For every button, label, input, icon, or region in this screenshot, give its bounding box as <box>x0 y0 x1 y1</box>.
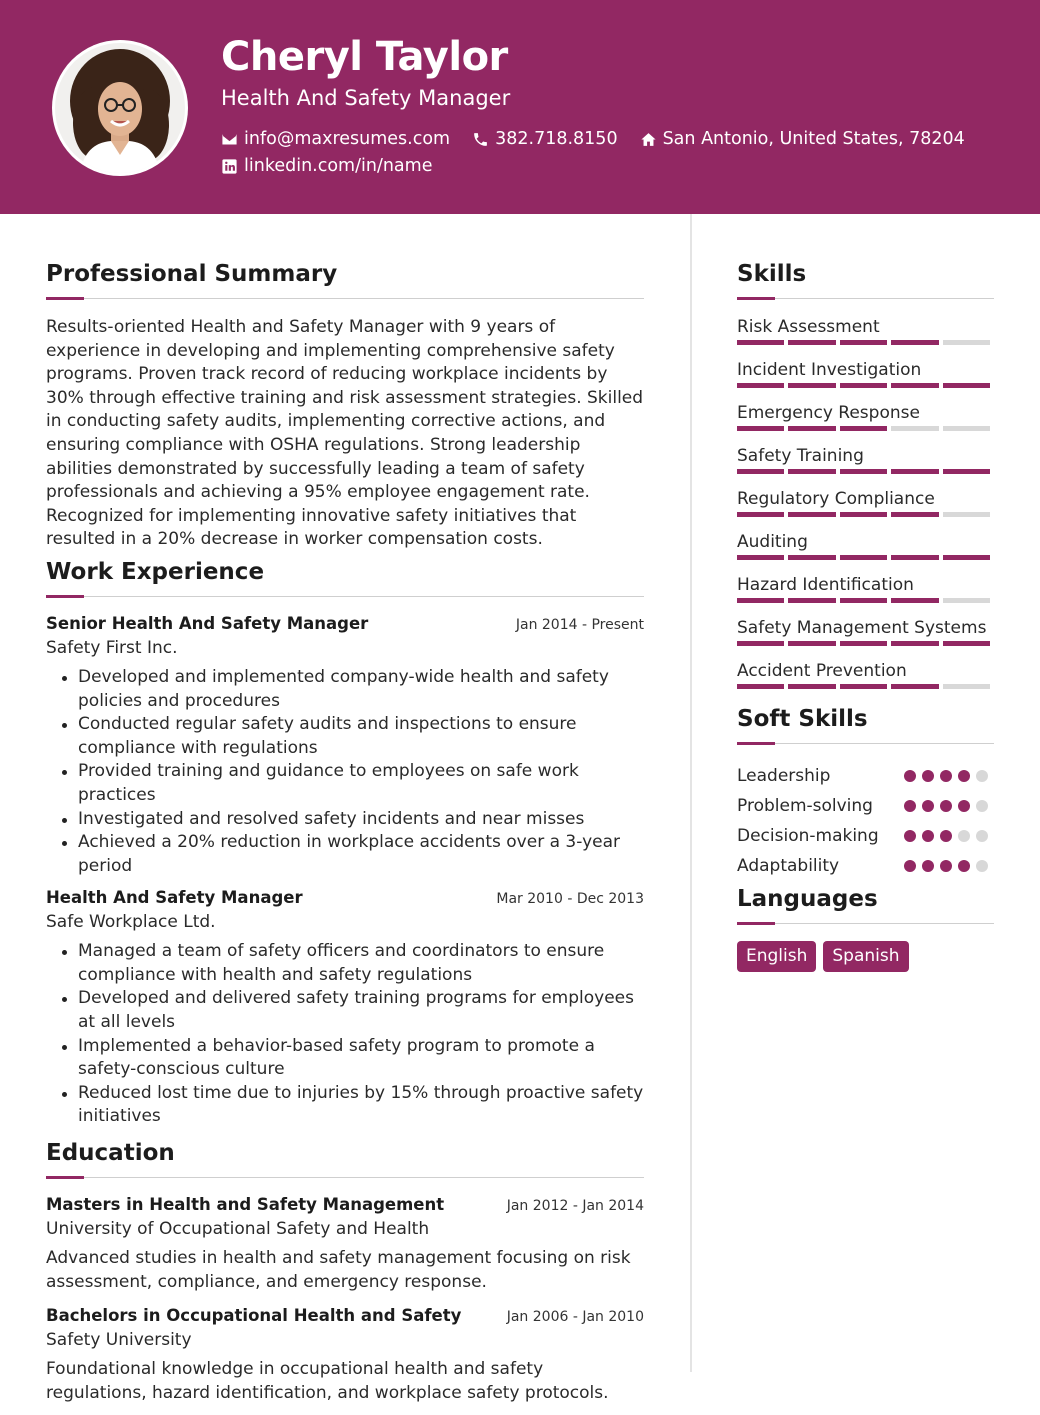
section-title: Skills <box>737 261 807 287</box>
skill-level-segment <box>891 469 938 474</box>
rating-dot <box>976 800 988 812</box>
rating-dot <box>958 830 970 842</box>
section-rule <box>46 297 644 302</box>
skill-name: Auditing <box>737 532 808 552</box>
rating-dot <box>904 800 916 812</box>
skill-name: Accident Prevention <box>737 661 907 681</box>
section-rule <box>737 742 994 747</box>
skill-level-segment <box>943 641 990 646</box>
skill-level-bar <box>737 383 994 388</box>
rating-dot <box>922 770 934 782</box>
rating-dot <box>976 860 988 872</box>
language-tag: Spanish <box>823 941 908 972</box>
job-title: Senior Health And Safety Manager <box>46 613 369 633</box>
rating-dot <box>940 770 952 782</box>
skill-level-segment <box>891 383 938 388</box>
skill-level-segment <box>840 684 887 689</box>
summary-section <box>46 258 644 552</box>
list-item: Reduced lost time due to injuries by 15% through proactive safety initiatives <box>60 1082 644 1129</box>
skill-level-segment <box>891 555 938 560</box>
education-entry <box>46 1306 644 1405</box>
list-item: Managed a team of safety officers and coordinators to ensure compliance with health and safety regulations <box>60 940 644 987</box>
skill-level-segment <box>788 512 835 517</box>
rating-dot <box>940 830 952 842</box>
skill-item <box>737 660 994 703</box>
section-rule <box>46 595 644 600</box>
skill-item <box>737 445 994 488</box>
skill-level-segment <box>788 684 835 689</box>
education-date: Jan 2006 - Jan 2010 <box>506 1309 644 1326</box>
job-bullets <box>60 940 644 1129</box>
skill-level-bar <box>737 469 994 474</box>
rating-dot <box>922 860 934 872</box>
skill-level-bar <box>737 340 994 345</box>
school-name: University of Occupational Safety and Health <box>46 1219 430 1240</box>
skill-level-segment <box>788 641 835 646</box>
rating-dot <box>904 770 916 782</box>
rating-dot <box>940 800 952 812</box>
skill-level-segment <box>891 426 938 431</box>
skill-level-segment <box>737 641 784 646</box>
rating-dot <box>940 860 952 872</box>
skill-name: Hazard Identification <box>737 575 914 595</box>
skill-name: Incident Investigation <box>737 360 922 380</box>
languages-section <box>737 883 994 972</box>
soft-skills-list <box>737 761 994 881</box>
phone-text: 382.718.8150 <box>495 129 618 149</box>
education-description: Foundational knowledge in occupational health and safety regulations, hazard identification, and workplace safety protocols. <box>46 1359 609 1403</box>
skill-level-bar <box>737 641 994 646</box>
skill-item <box>737 359 994 402</box>
education-section <box>46 1137 644 1405</box>
list-item: Achieved a 20% reduction in workplace accidents over a 3-year period <box>60 831 644 878</box>
contact-linkedin[interactable] <box>221 156 432 176</box>
profile-photo <box>52 40 188 176</box>
skill-level-segment <box>840 641 887 646</box>
rating-dot <box>922 800 934 812</box>
languages-list <box>737 941 994 972</box>
skill-level-segment <box>737 555 784 560</box>
skill-level-segment <box>891 512 938 517</box>
skill-name: Safety Training <box>737 446 864 466</box>
skill-level-segment <box>840 512 887 517</box>
job-entry <box>46 614 644 878</box>
avatar <box>55 43 185 173</box>
skill-level-bar <box>737 684 994 689</box>
education-entry <box>46 1195 644 1294</box>
skill-level-segment <box>943 555 990 560</box>
contact-location <box>640 129 965 149</box>
skill-level-segment <box>788 383 835 388</box>
skill-level-segment <box>840 555 887 560</box>
skill-name: Emergency Response <box>737 403 920 423</box>
section-title: Languages <box>737 886 878 912</box>
skill-level-segment <box>943 512 990 517</box>
skill-level-segment <box>840 426 887 431</box>
language-tag: English <box>737 941 816 972</box>
rating-dot <box>976 770 988 782</box>
list-item: Investigated and resolved safety incidents and near misses <box>60 808 644 832</box>
section-title: Work Experience <box>46 558 265 585</box>
soft-skill-name: Problem-solving <box>737 796 873 816</box>
job-entry <box>46 888 644 1129</box>
skill-level-segment <box>943 383 990 388</box>
skill-level-segment <box>943 684 990 689</box>
skill-level-segment <box>737 340 784 345</box>
skill-level-segment <box>943 426 990 431</box>
soft-skill-name: Decision-making <box>737 826 879 846</box>
job-company: Safe Workplace Ltd. <box>46 912 216 933</box>
soft-skill-rating <box>904 770 994 782</box>
candidate-title: Health And Safety Manager <box>221 86 511 110</box>
soft-skill-item <box>737 791 994 821</box>
resume-header <box>0 0 1040 214</box>
location-text: San Antonio, United States, 78204 <box>662 129 965 149</box>
summary-text: Results-oriented Health and Safety Manager with 9 years of experience in developing and implementing comprehensive safety programs. Proven track record of reducing workplace incidents by 30% through effective training and risk assessment strategies. Skilled in conducting safety audits, implementing corrective actions, and ensuring compliance with OSHA regulations. Strong leadership abilities demonstrated by successfully leading a team of safety professionals and achieving a 95% employee engagement rate. Recognized for implementing innovative safety initiatives that resulted in a 20% decrease in worker compensation costs. <box>46 317 644 550</box>
contact-row-primary <box>221 129 987 149</box>
skill-level-segment <box>943 469 990 474</box>
section-rule <box>737 922 994 927</box>
skill-level-segment <box>737 684 784 689</box>
skill-level-bar <box>737 598 994 603</box>
rating-dot <box>958 860 970 872</box>
skill-level-segment <box>788 469 835 474</box>
skill-level-segment <box>891 641 938 646</box>
rating-dot <box>976 830 988 842</box>
contact-row-secondary <box>221 156 454 176</box>
skill-level-segment <box>788 426 835 431</box>
contact-email[interactable] <box>221 129 450 149</box>
soft-skills-section <box>737 703 994 881</box>
soft-skill-rating <box>904 800 994 812</box>
section-title: Professional Summary <box>46 261 338 287</box>
soft-skill-name: Adaptability <box>737 856 840 876</box>
skill-level-segment <box>788 598 835 603</box>
skill-level-segment <box>943 340 990 345</box>
linkedin-icon <box>221 158 238 175</box>
side-column <box>737 258 994 972</box>
skills-list <box>737 316 994 703</box>
section-rule <box>737 297 994 302</box>
skill-level-segment <box>737 598 784 603</box>
candidate-name: Cheryl Taylor <box>221 34 508 80</box>
section-title: Education <box>46 1140 175 1167</box>
skill-name: Regulatory Compliance <box>737 489 935 509</box>
skill-level-segment <box>943 598 990 603</box>
main-column <box>46 258 644 1415</box>
skill-level-bar <box>737 512 994 517</box>
section-rule <box>46 1176 644 1181</box>
skill-name: Safety Management Systems <box>737 618 987 638</box>
list-item: Developed and delivered safety training programs for employees at all levels <box>60 987 644 1034</box>
education-description: Advanced studies in health and safety management focusing on risk assessment, compliance, and emergency response. <box>46 1248 631 1292</box>
skill-level-segment <box>891 684 938 689</box>
list-item: Conducted regular safety audits and inspections to ensure compliance with regulations <box>60 713 644 760</box>
education-date: Jan 2012 - Jan 2014 <box>506 1198 644 1215</box>
job-date: Jan 2014 - Present <box>515 616 644 633</box>
rating-dot <box>958 770 970 782</box>
soft-skill-item <box>737 761 994 791</box>
skill-level-segment <box>891 340 938 345</box>
section-title: Soft Skills <box>737 706 868 732</box>
rating-dot <box>922 830 934 842</box>
skill-level-segment <box>788 555 835 560</box>
job-company: Safety First Inc. <box>46 637 178 658</box>
skill-level-segment <box>737 469 784 474</box>
rating-dot <box>904 860 916 872</box>
skill-level-segment <box>737 383 784 388</box>
skill-name: Risk Assessment <box>737 317 880 337</box>
soft-skill-item <box>737 851 994 881</box>
job-title: Health And Safety Manager <box>46 888 303 908</box>
home-icon <box>640 131 657 148</box>
soft-skill-item <box>737 821 994 851</box>
skill-item <box>737 488 994 531</box>
envelope-icon <box>221 131 238 148</box>
list-item: Implemented a behavior-based safety program to promote a safety-conscious culture <box>60 1035 644 1082</box>
skill-level-bar <box>737 426 994 431</box>
soft-skill-rating <box>904 860 994 872</box>
skill-item <box>737 531 994 574</box>
school-name: Safety University <box>46 1330 192 1351</box>
phone-icon <box>472 131 489 148</box>
column-divider <box>690 214 692 1372</box>
skill-level-segment <box>737 512 784 517</box>
rating-dot <box>958 800 970 812</box>
rating-dot <box>904 830 916 842</box>
job-date: Mar 2010 - Dec 2013 <box>496 891 644 908</box>
skill-level-segment <box>840 383 887 388</box>
list-item: Provided training and guidance to employees on safe work practices <box>60 760 644 807</box>
soft-skill-name: Leadership <box>737 766 831 786</box>
linkedin-text: linkedin.com/in/name <box>244 156 433 176</box>
skills-section <box>737 258 994 703</box>
skill-level-segment <box>891 598 938 603</box>
experience-section <box>46 556 644 1129</box>
email-text: info@maxresumes.com <box>244 129 451 149</box>
skill-level-segment <box>737 426 784 431</box>
degree-title: Masters in Health and Safety Management <box>46 1195 445 1215</box>
skill-item <box>737 402 994 445</box>
skill-level-segment <box>788 340 835 345</box>
skill-item <box>737 316 994 359</box>
contact-phone[interactable] <box>472 129 617 149</box>
skill-level-segment <box>840 469 887 474</box>
soft-skill-rating <box>904 830 994 842</box>
skill-level-segment <box>840 340 887 345</box>
skill-level-bar <box>737 555 994 560</box>
skill-item <box>737 574 994 617</box>
job-bullets <box>60 666 644 878</box>
skill-level-segment <box>840 598 887 603</box>
skill-item <box>737 617 994 660</box>
degree-title: Bachelors in Occupational Health and Safety <box>46 1306 462 1326</box>
list-item: Developed and implemented company-wide health and safety policies and procedures <box>60 666 644 713</box>
